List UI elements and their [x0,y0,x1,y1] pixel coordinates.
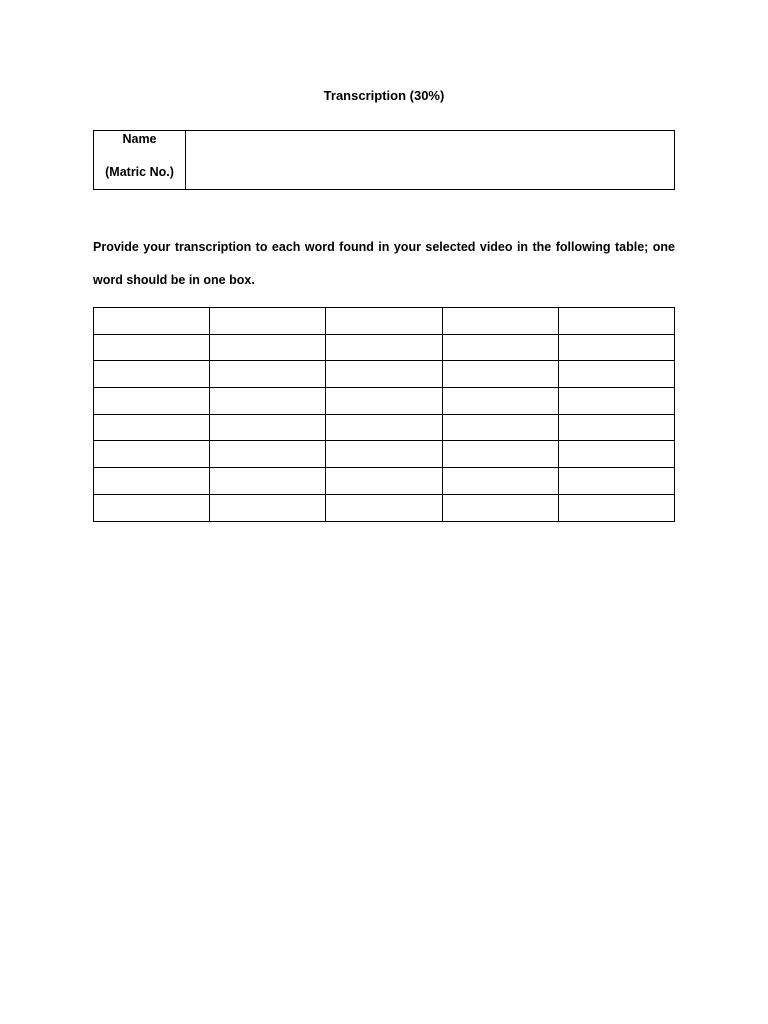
word-cell[interactable] [326,494,442,521]
word-cell[interactable] [94,414,210,441]
word-cell[interactable] [210,361,326,388]
word-cell[interactable] [326,361,442,388]
word-cell[interactable] [558,468,674,495]
table-row [94,468,675,495]
document-title: Transcription (30%) [323,88,445,103]
word-cell[interactable] [210,388,326,415]
word-cell[interactable] [442,388,558,415]
word-cell[interactable] [210,494,326,521]
word-cell[interactable] [442,334,558,361]
name-label: Name [122,132,157,146]
table-row [94,308,675,335]
word-cell[interactable] [442,308,558,335]
word-cell[interactable] [442,414,558,441]
word-cell[interactable] [94,468,210,495]
matric-no-label: (Matric No.) [105,165,174,179]
table-row [94,441,675,468]
word-cell[interactable] [94,494,210,521]
word-cell[interactable] [326,334,442,361]
instruction-text: Provide your transcription to each word found in your selected video in the following table; one word should be in one box. [93,240,675,287]
word-cell[interactable] [94,308,210,335]
word-cell[interactable] [442,441,558,468]
word-cell[interactable] [558,361,674,388]
name-table [93,130,675,190]
table-row [94,361,675,388]
word-cell[interactable] [94,388,210,415]
word-cell[interactable] [326,468,442,495]
word-cell[interactable] [94,361,210,388]
name-row [94,131,675,190]
word-cell[interactable] [94,334,210,361]
table-row [94,414,675,441]
word-cell[interactable] [326,388,442,415]
transcription-table [93,307,675,522]
word-cell[interactable] [442,494,558,521]
word-cell[interactable] [558,441,674,468]
table-row [94,334,675,361]
name-label-cell [94,131,186,190]
word-cell[interactable] [442,468,558,495]
word-cell[interactable] [326,441,442,468]
word-cell[interactable] [442,361,558,388]
transcription-table-body [94,308,675,522]
table-row [94,494,675,521]
word-cell[interactable] [210,308,326,335]
word-cell[interactable] [558,334,674,361]
table-row [94,388,675,415]
word-cell[interactable] [558,494,674,521]
word-cell[interactable] [210,468,326,495]
word-cell[interactable] [94,441,210,468]
word-cell[interactable] [210,414,326,441]
name-value-cell[interactable] [186,131,675,190]
word-cell[interactable] [558,308,674,335]
word-cell[interactable] [326,414,442,441]
word-cell[interactable] [210,441,326,468]
word-cell[interactable] [326,308,442,335]
word-cell[interactable] [558,414,674,441]
word-cell[interactable] [558,388,674,415]
word-cell[interactable] [210,334,326,361]
